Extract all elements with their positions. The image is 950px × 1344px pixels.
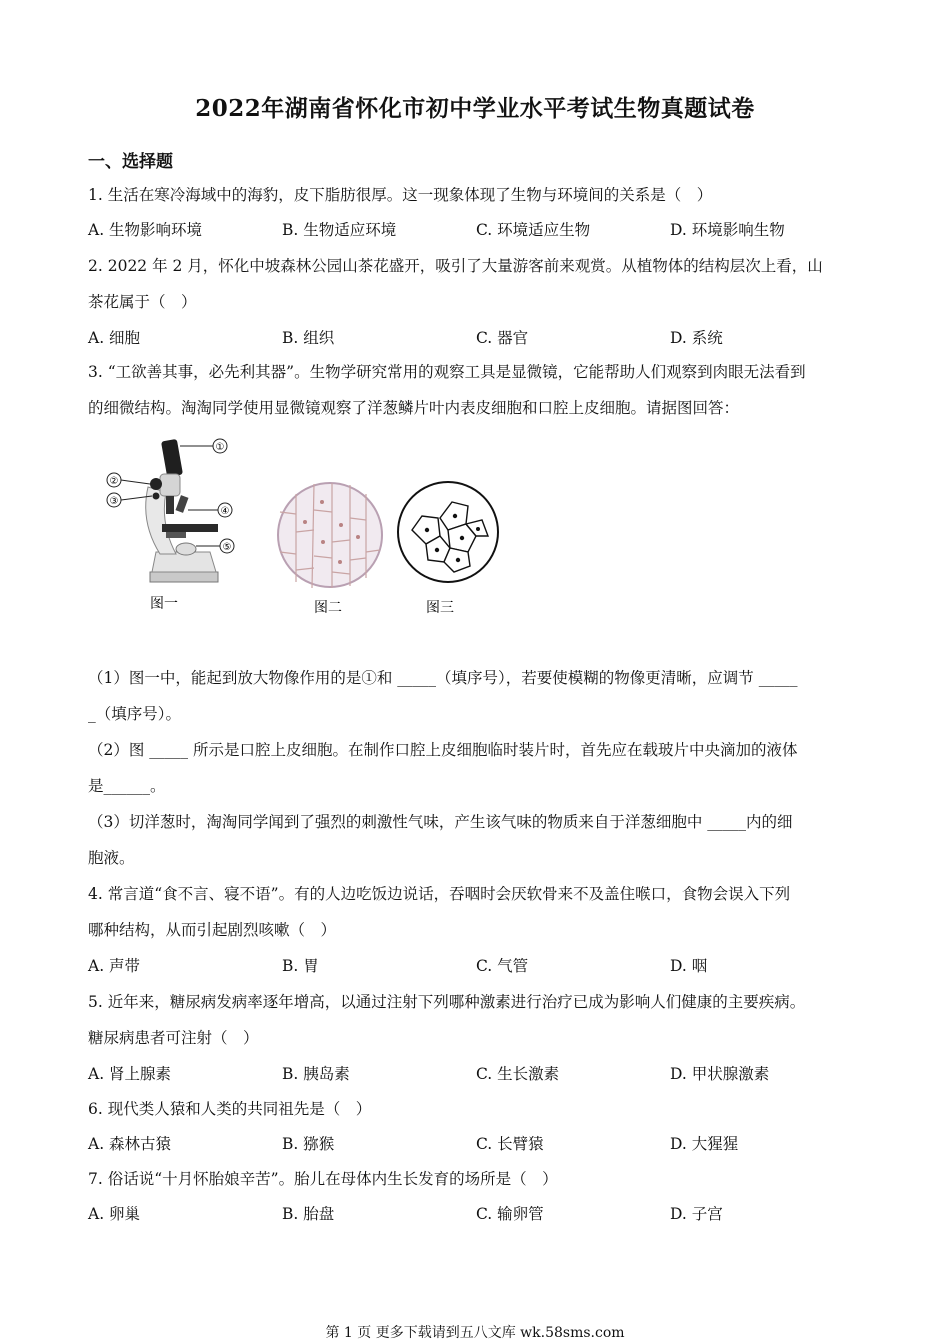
q3-sub2-line1: （2）图 _____ 所示是口腔上皮细胞。在制作口腔上皮细胞临时装片时，首先应在载玻片中央滴加的液体 xyxy=(88,741,798,759)
q5-option-d[interactable]: D. 甲状腺激素 xyxy=(670,1065,770,1083)
q6-option-b[interactable]: B. 猕猴 xyxy=(282,1135,335,1153)
q1-option-c[interactable]: C. 环境适应生物 xyxy=(476,221,591,239)
marker-5: ⑤ xyxy=(222,542,232,553)
question-6-stem: 6. 现代类人猿和人类的共同祖先是（ ） xyxy=(88,1100,372,1118)
figure-3-label: 图三 xyxy=(426,600,454,616)
q1-option-a[interactable]: A. 生物影响环境 xyxy=(88,221,203,239)
q1-option-d[interactable]: D. 环境影响生物 xyxy=(670,221,785,239)
question-4-options xyxy=(88,954,868,978)
question-5-options xyxy=(88,1062,868,1086)
cheek-cell-diagram xyxy=(398,482,498,616)
q4-option-d[interactable]: D. 咽 xyxy=(670,957,708,975)
microscope-diagram xyxy=(107,439,234,612)
question-3-stem-line1: 3. “工欲善其事，必先利其器”。生物学研究常用的观察工具是显微镜，它能帮助人们观察到肉眼无法看到 xyxy=(88,363,806,381)
q6-option-d[interactable]: D. 大猩猩 xyxy=(670,1135,739,1153)
microscope-figures xyxy=(100,432,520,622)
q3-sub3-line2: 胞液。 xyxy=(88,849,135,867)
question-4-stem-line1: 4. 常言道“食不言、寝不语”。有的人边吃饭边说话，吞咽时会厌软骨来不及盖住喉口，食物会误入下列 xyxy=(88,885,791,903)
page-title: 2022年湖南省怀化市初中学业水平考试生物真题试卷 xyxy=(195,95,755,122)
q5-option-b[interactable]: B. 胰岛素 xyxy=(282,1065,350,1083)
question-6-options xyxy=(88,1132,868,1156)
marker-2: ② xyxy=(109,476,119,487)
q3-sub1-line1: （1）图一中，能起到放大物像作用的是①和 _____（填序号），若要使模糊的物像更清晰，应调节 _____ xyxy=(88,669,798,687)
question-3-stem-line2: 的细微结构。淘淘同学使用显微镜观察了洋葱鳞片叶内表皮细胞和口腔上皮细胞。请据图回答： xyxy=(88,399,740,417)
question-2-stem-line1: 2. 2022 年 2 月，怀化中坡森林公园山茶花盛开，吸引了大量游客前来观赏。从植物体的结构层次上看，山 xyxy=(88,257,823,275)
q2-option-a[interactable]: A. 细胞 xyxy=(88,329,141,347)
q4-option-a[interactable]: A. 声带 xyxy=(88,957,141,975)
q7-option-d[interactable]: D. 子宫 xyxy=(670,1205,723,1223)
question-1-options xyxy=(88,218,868,242)
question-2-stem-line2: 茶花属于（ ） xyxy=(88,293,197,311)
q6-option-c[interactable]: C. 长臂猿 xyxy=(476,1135,544,1153)
question-4-stem-line2: 哪种结构，从而引起剧烈咳嗽（ ） xyxy=(88,921,337,939)
q7-option-a[interactable]: A. 卵巢 xyxy=(88,1205,141,1223)
question-7-options xyxy=(88,1202,868,1226)
question-5-stem-line1: 5. 近年来，糖尿病发病率逐年增高，以通过注射下列哪种激素进行治疗已成为影响人们健康的主要疾病。 xyxy=(88,993,806,1011)
marker-4: ④ xyxy=(220,506,230,517)
page-footer: 第 1 页 更多下载请到五八文库 wk.58sms.com xyxy=(325,1325,625,1341)
question-2-options xyxy=(88,326,868,350)
q2-option-b[interactable]: B. 组织 xyxy=(282,329,335,347)
q3-sub2-line2: 是______。 xyxy=(88,777,166,795)
question-7-stem: 7. 俗话说“十月怀胎娘辛苦”。胎儿在母体内生长发育的场所是（ ） xyxy=(88,1170,558,1188)
q7-option-b[interactable]: B. 胎盘 xyxy=(282,1205,335,1223)
section-heading: 一、选择题 xyxy=(88,152,173,172)
marker-1: ① xyxy=(215,442,225,453)
onion-cell-diagram xyxy=(278,483,382,616)
figure-2-label: 图二 xyxy=(314,600,342,616)
marker-3: ③ xyxy=(109,496,119,507)
q5-option-a[interactable]: A. 肾上腺素 xyxy=(88,1065,172,1083)
q5-option-c[interactable]: C. 生长激素 xyxy=(476,1065,560,1083)
q2-option-c[interactable]: C. 器官 xyxy=(476,329,529,347)
q2-option-d[interactable]: D. 系统 xyxy=(670,329,723,347)
q3-sub3-line1: （3）切洋葱时，淘淘同学闻到了强烈的刺激性气味，产生该气味的物质来自于洋葱细胞中 _____内的细 xyxy=(88,813,793,831)
question-1-stem: 1. 生活在寒冷海域中的海豹，皮下脂肪很厚。这一现象体现了生物与环境间的关系是（ ） xyxy=(88,186,713,204)
figure-1-label: 图一 xyxy=(150,596,178,612)
q4-option-b[interactable]: B. 胃 xyxy=(282,957,319,975)
q1-option-b[interactable]: B. 生物适应环境 xyxy=(282,221,397,239)
q7-option-c[interactable]: C. 输卵管 xyxy=(476,1205,544,1223)
q4-option-c[interactable]: C. 气管 xyxy=(476,957,529,975)
q6-option-a[interactable]: A. 森林古猿 xyxy=(88,1135,172,1153)
question-5-stem-line2: 糖尿病患者可注射（ ） xyxy=(88,1029,259,1047)
q3-sub1-line2: _（填序号）。 xyxy=(88,705,182,723)
